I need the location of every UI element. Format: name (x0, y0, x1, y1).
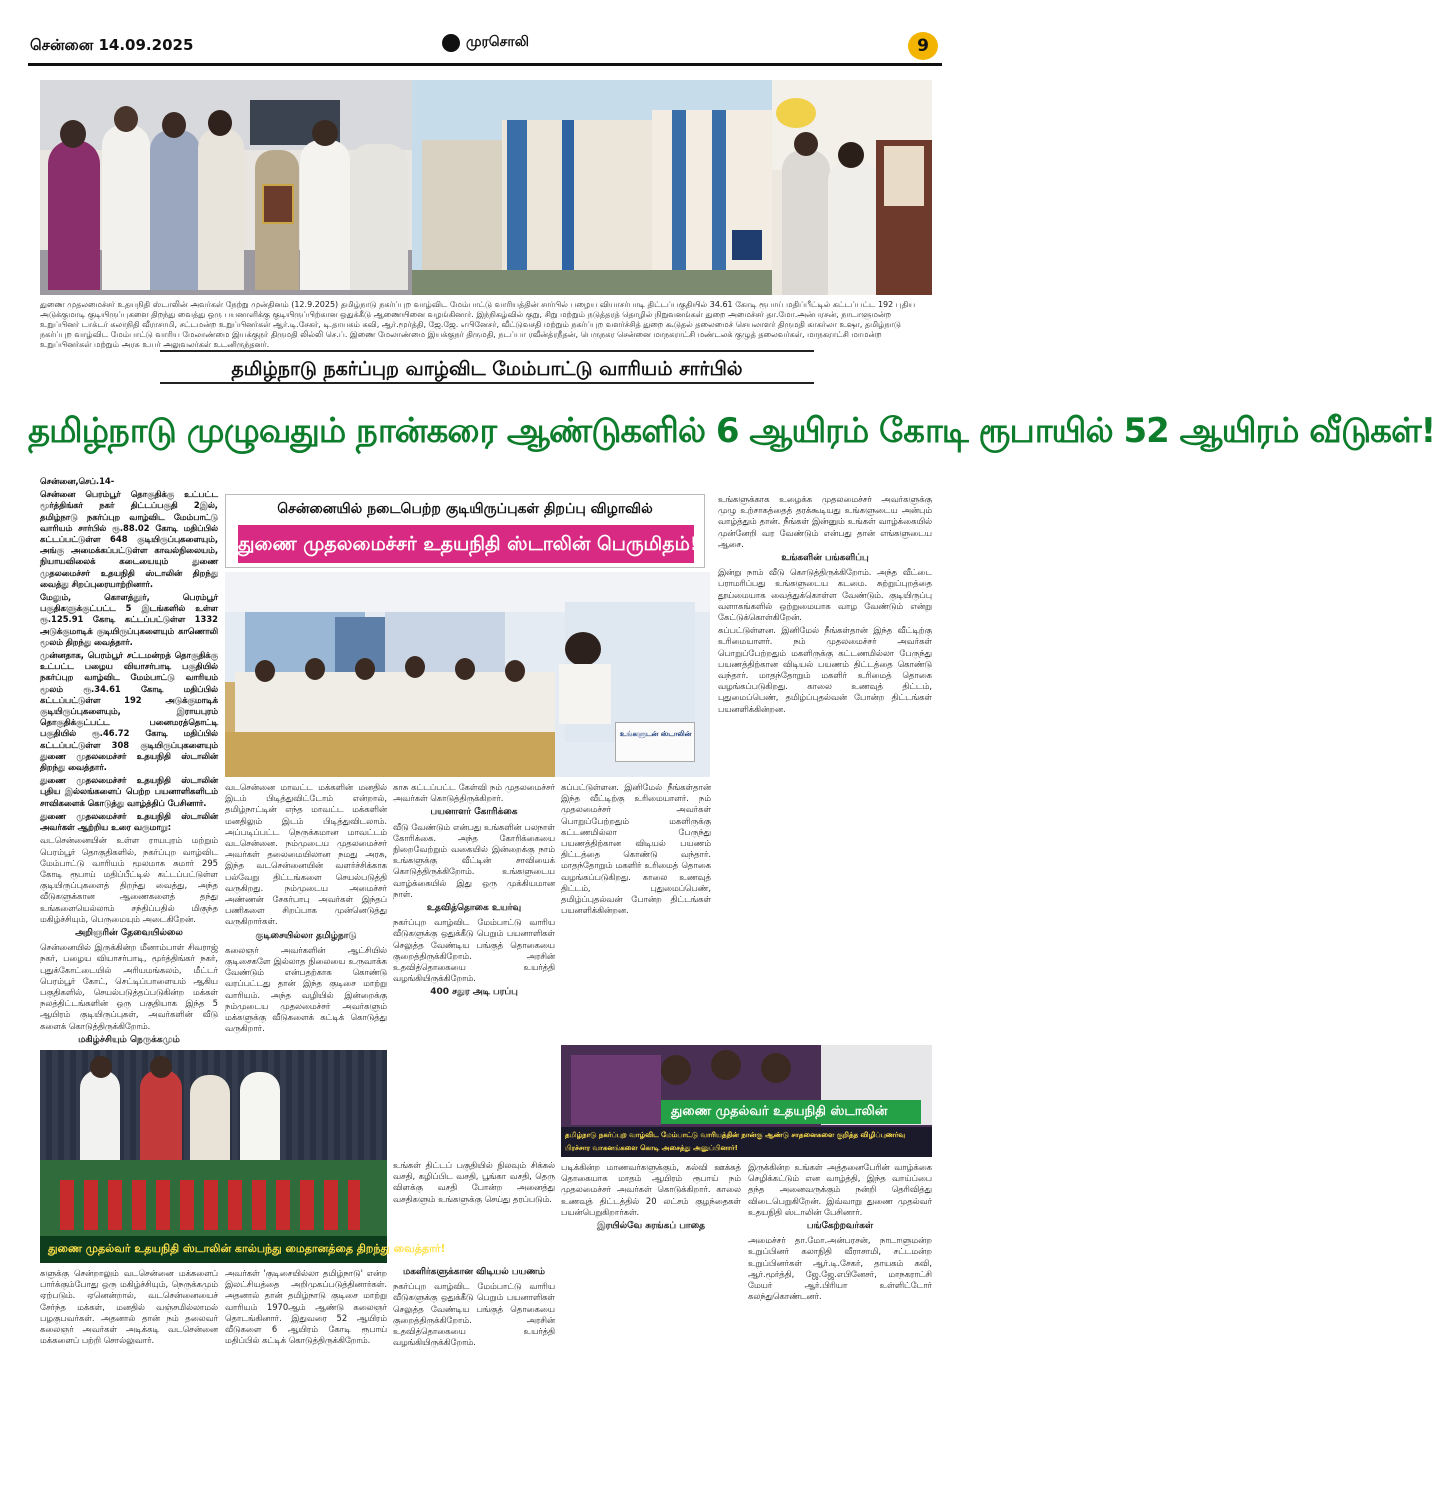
article-paragraph: கலைஞர் அவர்களின் ஆட்சியில் குடிசைகளே இல்லாத நிலையை உருவாக்க வேண்டும் என்பதற்காக கொண்டு வரப்பட்டது தான் இந்த குடிசை மாற்று வாரியம். அந்த வழியில் இன்றைக்கு நம்முடைய முதலமைச்சர் அவர்களும் மக்களுக்கு வீடுகளைக் கட்டிக் கொடுத்து வருகிறார். (225, 944, 387, 1034)
article-paragraph: நகர்ப்புற வாழ்விட மேம்பாட்டு வாரிய வீடுகளுக்கு ஒதுக்கீடு பெறும் பயனாளிகள் செலுத்த வேண்டிய பங்குத் தொகையை குறைத்திருக்கிறோம். அரசின் உதவித்தொகையை உயர்த்தி வழங்கியிருக்கிறோம். (393, 917, 555, 984)
article-paragraph: உங்கள் திட்டப் பகுதியில் நிலவும் சிக்கல் வசதி, கழிப்பிட வசதி, பூங்கா வசதி, தெரு விளக்கு வசதி போன்ற அனைத்து வசதிகளும் உங்களுக்கு செய்து தரப்படும். (393, 1160, 555, 1204)
article-paragraph: இருக்கின்ற உங்கள் அத்தனைபேரின் வாழ்க்கை செழிக்கட்டும் என வாழ்த்தி, இந்த வாய்ப்பை தந்த அனைவருக்கும் நன்றி தெரிவித்து விடைபெறுகிறேன். இவ்வாறு துணை முதல்வர் உதயநிதி ஸ்டாலின் பேசினார். (748, 1162, 932, 1217)
paper-name-text: முரசொலி (466, 34, 529, 50)
rising-sun-logo-icon (442, 34, 460, 52)
photo-ribbon-cutting (772, 80, 932, 295)
photo-stage-event (225, 572, 710, 777)
main-headline: தமிழ்நாடு முழுவதும் நான்கரை ஆண்டுகளில் 6 ஆயிரம் கோடி ரூபாயில் 52 ஆயிரம் வீடுகள்! (28, 411, 1435, 451)
subheading: இரயில்வே சுரங்கப் பாதை (596, 1221, 706, 1232)
article-paragraph: அவர்கள் 'குடிசையில்லா தமிழ்நாடு' என்ற இலட்சியத்தை அறிமுகப்படுத்தினார்கள். அதனால் தான் தமிழ்நாடு குடிசை மாற்று வாரியம் 1970ஆம் ஆண்டு கலைஞர் தொடங்கினார். இதுவரை 52 ஆயிரம் வீடுகளை 6 ஆயிரம் கோடி ரூபாய் மதிப்பில் கட்டிக் கொடுத்திருக்கிறோம். (225, 1268, 387, 1346)
article-column-5 (718, 494, 932, 914)
subheading: மகிழ்ச்சியும் நெருக்கமும் (78, 1034, 180, 1045)
article-paragraph: நகர்ப்புற வாழ்விட மேம்பாட்டு வாரிய வீடுகளுக்கு ஒதுக்கீடு பெறும் பயனாளிகள் செலுத்த வேண்டிய பங்குத் தொகையை குறைத்திருக்கிறோம். அரசின் உதவித்தொகையை உயர்த்தி வழங்கியிருக்கிறோம். (393, 1281, 555, 1348)
masthead-rule (28, 63, 942, 66)
subheading: குடிசையில்லா தமிழ்நாடு (255, 930, 357, 941)
subheading: உதவித்தொகை உயர்வு (426, 903, 522, 914)
article-paragraph: முன்னதாக, பெரம்பூர் சட்டமன்றத் தொகுதிக்கு உட்பட்ட பழைய வியாசர்பாடி பகுதியில் நகர்ப்புற வாழ்விட மேம்பாட்டு வாரியம் மூலம் ரூ.34.61 கோடி மதிப்பில் கட்டப்பட்டுள்ள 192 அடுக்குமாடிக் குடியிருப்புகளையும், இராயபுரம் தொகுதிக்குட்பட்ட பனைமரத்தொட்டி பகுதியில் ரூ.46.72 கோடி மதிப்பில் கட்டப்பட்டுள்ள 308 குடியிருப்புகளையும் துணை முதலமைச்சர் உதயநிதி ஸ்டாலின் திறந்து வைத்தார். (40, 650, 218, 773)
article-paragraph: துணை முதலமைச்சர் உதயநிதி ஸ்டாலின் அவர்கள் ஆற்றிய உரை வருமாறு: (40, 810, 218, 833)
article-column-1 (40, 476, 218, 1045)
article-column-3b (393, 1160, 555, 1260)
article-paragraph: களுக்கு சென்றாலும் வடசென்னை மக்களைப் பார்க்கும்போது ஒரு மகிழ்ச்சியும், நெருக்கமும் ஏற்படும். ஏனென்றால், வடசென்னையைச் சேர்ந்த மக்கள், மனதில் வஞ்சமில்லாமல் பழகுபவர்கள். அதனால் தான் நம் தலைவர் கலைஞர் அவர்கள் அடிக்கடி வடசென்னை மக்களைப் பற்றி சொல்லுவார். (40, 1268, 218, 1346)
article-paragraph: வடசென்னையின் உள்ள ராயபுரம் மற்றும் பெரம்பூர் தொகுதிகளில், நகர்ப்புற வாழ்விட மேம்பாட்டு வாரியம் மூலமாக சுமார் 295 கோடி ரூபாய் மதிப்பீட்டில் கட்டப்பட்டுள்ள குடியிருப்புகளைத் திறந்து வைத்து, அந்த வீடுகளுக்கான ஆணைகளைத் தந்து உங்களையெல்லாம் சந்திப்பதில் மிகுந்த மகிழ்ச்சியும், பெருமையும் அடைகிறேன். (40, 835, 218, 924)
dateline: சென்னை 14.09.2025 (30, 36, 194, 54)
top-photo-caption: துணை முதலமைச்சர் உதயநிதி ஸ்டாலின் அவர்கள் நேற்று முன்தினம் (12.9.2025) தமிழ்நாடு நகர்ப்புற வாழ்விட மேம்பாட்டு வாரியத்தின் சார்பில் பழைய வியாசர்பாடி திட்டப்பகுதியில் 34.61 கோடி ரூபாய் மதிப்பீட்டில் கட்டப்பட்ட 192 புதிய அடுக்குமாடி குடியிருப்புகளை திறந்து வைத்து ஒரு பயனாளிக்கு குடியிருப்பிற்கான ஒதுக்கீடு ஆணையினை வழங்கினார். இந்நிகழ்வில் குறு, சிறு மற்றும் நடுத்தரத் தொழில் நிறுவனங்கள் துறை அமைச்சர் தா.மோ.அன்பரசன், நாடாளுமன்ற உறுப்பினர் டாக்டர் கலாநிதி வீராசாமி, சட்டமன்ற உறுப்பினர்கள் ஆர்.டி.சேகர், டி.தாயகம் கவி, ஆர்.மூர்த்தி, ஜே.ஜே. எபினேசர், வீட்டுவசதி மற்றும் நகர்ப்புற வளர்ச்சித் துறை கூடுதல் தலைமைச் செயலாளர் திருமதி காகர்லா உஷா, தமிழ்நாடு நகர்ப்புற வாழ்விட மேம்பாட்டு வாரிய மேலாண்மை இயக்குநர் திருமதி லில்லி செ.ப். இணை மேலாண்மை இயக்குநர் திருமதி, நடப்பா ரவீன்த்ரநீதன், பெருநகர சென்னை மாநகராட்சி மண்டலக் குழுத் தலைவர்கள், மாநகராட்சி மாமன்ற உறுப்பினர்கள் மற்றும் அரசு உயர் அலுவலர்கள் உடனிருந்தனர். (40, 300, 916, 349)
photo-football-ground (40, 1050, 446, 1263)
subheading: பங்கேற்றவர்கள் (806, 1221, 874, 1232)
article-column-2b (225, 1268, 387, 1468)
subheading: பயனாளர் கோரிக்கை (430, 807, 518, 818)
photo-apartment-building (412, 80, 772, 295)
article-paragraph: சென்னையில் இருக்கின்ற மீனாம்பாள் சிவராஜ் நகர், பழைய வியாசர்பாடி, மூர்த்திங்கர் நகர், புதுக்கோட்டையில் அரியமங்கலம், மீட்டர் பெரம்பூர் கோட், செட்டிப்பாளையம் ஆகிய பகுதிகளில், செயல்படுத்தப்படுகின்ற மக்கள் நலத்திட்டங்களின் ஒரு பகுதியாக இந்த 5 ஆயிரம் குடியிருப்புகள், அவர்களின் வீடு களைக் கொடுத்திருக்கிறோம். (40, 942, 218, 1031)
subheading: அறிஞரின் தேவையில்லை (75, 927, 183, 938)
masthead (0, 0, 972, 70)
article-paragraph: வீடு வேண்டும் என்பது உங்களின் பலநாள் கோரிக்கை. அந்த கோரிக்கையை நிறைவேற்றும் வகையில் இன்றைக்கு நாம் உங்களுக்கு வீட்டின் சாவியைக் கொடுத்திருக்கிறோம். உங்களுடைய வாழ்க்கையில் இது ஒரு முக்கியமான நாள். (393, 821, 555, 899)
article-paragraph: உங்களுக்காக உழைக்க முதலமைச்சர் அவர்களுக்கு முழு உற்சாகத்தைத் தரக்கூடியது உங்களுடைய அன்பும் வாழ்த்தும் தான். நீங்கள் இன்னும் உங்கள் வாழ்க்கையில் முன்னேறி வர வேண்டும் என்பது தான் எங்களுடைய ஆசை. (718, 494, 932, 549)
photo-certificate-handover (40, 80, 412, 295)
subheading: உங்களின் பங்களிப்பு (781, 553, 869, 564)
event-banner (225, 494, 705, 568)
article-paragraph: மேலும், கொளத்தூர், பெரம்பூர் பகுதிகளுக்குட்பட்ட 5 இடங்களில் உள்ள ரூ.125.91 கோடி கட்டப்பட்டுள்ள 1332 அடுக்குமாடிக் குடியிருப்புகளையும் காணொலி மூலம் திறந்து வைத்தார். (40, 592, 218, 647)
article-paragraph: கப்பட்டுள்ளன. இனிமேல் நீங்கள்தான் இந்த வீட்டிற்கு உரிமையாளர். நம் முதலமைச்சர் அவர்கள் பொறுப்பேற்றதும் மகளிருக்கு கட்டணமில்லா பேருந்து பயணத்திற்கான விடியல் பயணம் திட்டத்தை கொண்டு வந்தார். மாதந்தோறும் மகளிர் உரிமைத் தொகை வழங்கப்படுகிறது. காலை உணவுத் திட்டம், புதுமைப்பெண், தமிழ்ப்புதல்வன் போன்ற திட்டங்கள் பயனளிக்கின்றன. (718, 625, 932, 714)
article-column-5b (748, 1162, 932, 1472)
photo-awareness-vans (561, 1045, 932, 1157)
article-paragraph: அமைச்சர் தா.மோ.அன்பரசன், நாடாளுமன்ற உறுப்பினர் கலாநிதி வீராசாமி, சட்டமன்ற உறுப்பினர்கள் ஆர்.டி.சேகர், தாயகம் கவி, ஆர்.மூர்த்தி, ஜே.ஜே.எபினேசர், மாநகராட்சி மேயர் ஆர்.பிரியா உள்ளிட்டோர் கலந்துகொண்டனர். (748, 1235, 932, 1302)
article-column-3c (393, 1264, 555, 1469)
article-column-4b (561, 1162, 741, 1392)
article-paragraph: காசு கட்டப்பட்ட கேள்வி நம் முதலமைச்சர் அவர்கள் கொடுத்திருக்கிறார். (393, 782, 555, 804)
subheading: 400 சதுர அடி பரப்பு (430, 987, 518, 998)
banner-title: துணை முதலமைச்சர் உதயநிதி ஸ்டாலின் பெருமிதம்! (238, 525, 694, 563)
article-column-4 (561, 782, 711, 1042)
page-number: 9 (908, 32, 938, 60)
stage-logo-text: உங்களுடன் ஸ்டாலின் (620, 730, 692, 738)
paper-name (442, 34, 529, 52)
article-paragraph: துணை முதலமைச்சர் உதயநிதி ஸ்டாலின் புதிய இல்லங்களைப் பெற்ற பயனாளிகளிடம் சாவிகளைக் கொடுத்து வாழ்த்திப் பேசினார். (40, 775, 218, 808)
banner-subtitle: சென்னையில் நடைபெற்ற குடியிருப்புகள் திறப்பு விழாவில் (277, 501, 653, 517)
subheading: மகளிர்களுக்கான விடியல் பயணம் (403, 1267, 545, 1277)
article-column-3 (393, 782, 555, 1157)
article-column-1b (40, 1268, 218, 1468)
kicker-heading: தமிழ்நாடு நகர்ப்புற வாழ்விட மேம்பாட்டு வாரியம் சார்பில் (160, 350, 814, 384)
article-column-2 (225, 782, 387, 1052)
van-caption-subtitle: தமிழ்நாடு நகர்ப்புற வாழ்விட மேம்பாட்டு வாரியத்தின் நான்கு ஆண்டு சாதனைகளை குறித்த விழிப்புணர்வு பிரச்சார வாகனங்களை கொடி அசைத்து அனுப்பினார்! (565, 1131, 906, 1152)
article-dateline: சென்னை,செப்.14- (40, 476, 115, 486)
article-paragraph: கப்பட்டுள்ளன. இனிமேல் நீங்கள்தான் இந்த வீட்டிற்கு உரிமையாளர். நம் முதலமைச்சர் அவர்கள் பொறுப்பேற்றதும் மகளிருக்கு கட்டணமில்லா பேருந்து பயணத்திற்கான விடியல் பயணம் திட்டத்தை கொண்டு வந்தார். மாதந்தோறும் மகளிர் உரிமைத் தொகை வழங்கப்படுகிறது. காலை உணவுத் திட்டம், புதுமைப்பெண், தமிழ்ப்புதல்வன் போன்ற திட்டங்கள் பயனளிக்கின்றன. (561, 782, 711, 916)
article-paragraph: இன்று நாம் வீடு கொடுத்திருக்கிறோம். அந்த வீட்டை பராமரிப்பது உங்களுடைய கடமை. சுற்றுப்புறத்தை தூய்மையாக வைத்துக்கொள்ள வேண்டும். குடியிருப்பு வளாகங்களில் ஒற்றுமையாக வாழ வேண்டும் என்று கேட்டுக்கொள்கிறேன். (718, 567, 932, 623)
van-caption-title: துணை முதல்வர் உதயநிதி ஸ்டாலின் (671, 1104, 888, 1119)
article-lead-paragraph: சென்னை பெரம்பூர் தொகுதிக்கு உட்பட்ட மூர்த்திங்கர் நகர் திட்டப்பகுதி 2இல், தமிழ்நாடு நகர்ப்புற வாழ்விட மேம்பாட்டு வாரியம் சார்பில் ரூ.88.02 கோடி மதிப்பில் கட்டப்பட்டுள்ள 648 குடியிருப்புகளையும், அங்கு அமைக்கப்பட்டுள்ள காவல்நிலையம், நியாயவிலைக் கடையையும் துணை முதலமைச்சர் உதயநிதி ஸ்டாலின் திறந்து வைத்து சிறப்புரையாற்றினார். (40, 489, 218, 589)
article-paragraph: வடசென்னை மாவட்ட மக்களின் மனதில் இடம் பிடித்துவிட்டோம் என்றால், தமிழ்நாட்டின் எந்த மாவட்ட மக்களின் மனதிலும் இடம் பிடித்துவிடலாம். அப்படிப்பட்ட நெருக்கமான மாவட்டம் வடசென்னை. நம்முடைய முதலமைச்சர் அவர்கள் தலைமையிலான நமது அரசு, இந்த வடசென்னையின் வளர்ச்சிக்காக பல்வேறு திட்டங்களை செயல்படுத்தி வருகிறது. நம்முடைய அமைச்சர் அண்ணன் சேகர்பாபு அவர்கள் இந்தப் பணிகளை சிறப்பாக முன்னெடுத்து வருகிறார்கள். (225, 782, 387, 927)
football-caption-overlay: துணை முதல்வர் உதயநிதி ஸ்டாலின் கால்பந்து மைதானத்தை திறந்து வைத்தார்! (48, 1242, 446, 1255)
article-paragraph: படிக்கின்ற மாணவர்களுக்கும், கல்வி ஊக்கத் தொகையாக மாதம் ஆயிரம் ரூபாய் நம் முதலமைச்சர் அவர்கள் கொடுக்கிறார். காலை உணவுத் திட்டத்தில் 20 லட்சம் குழந்தைகள் பயன்பெறுகிறார்கள். (561, 1162, 741, 1217)
